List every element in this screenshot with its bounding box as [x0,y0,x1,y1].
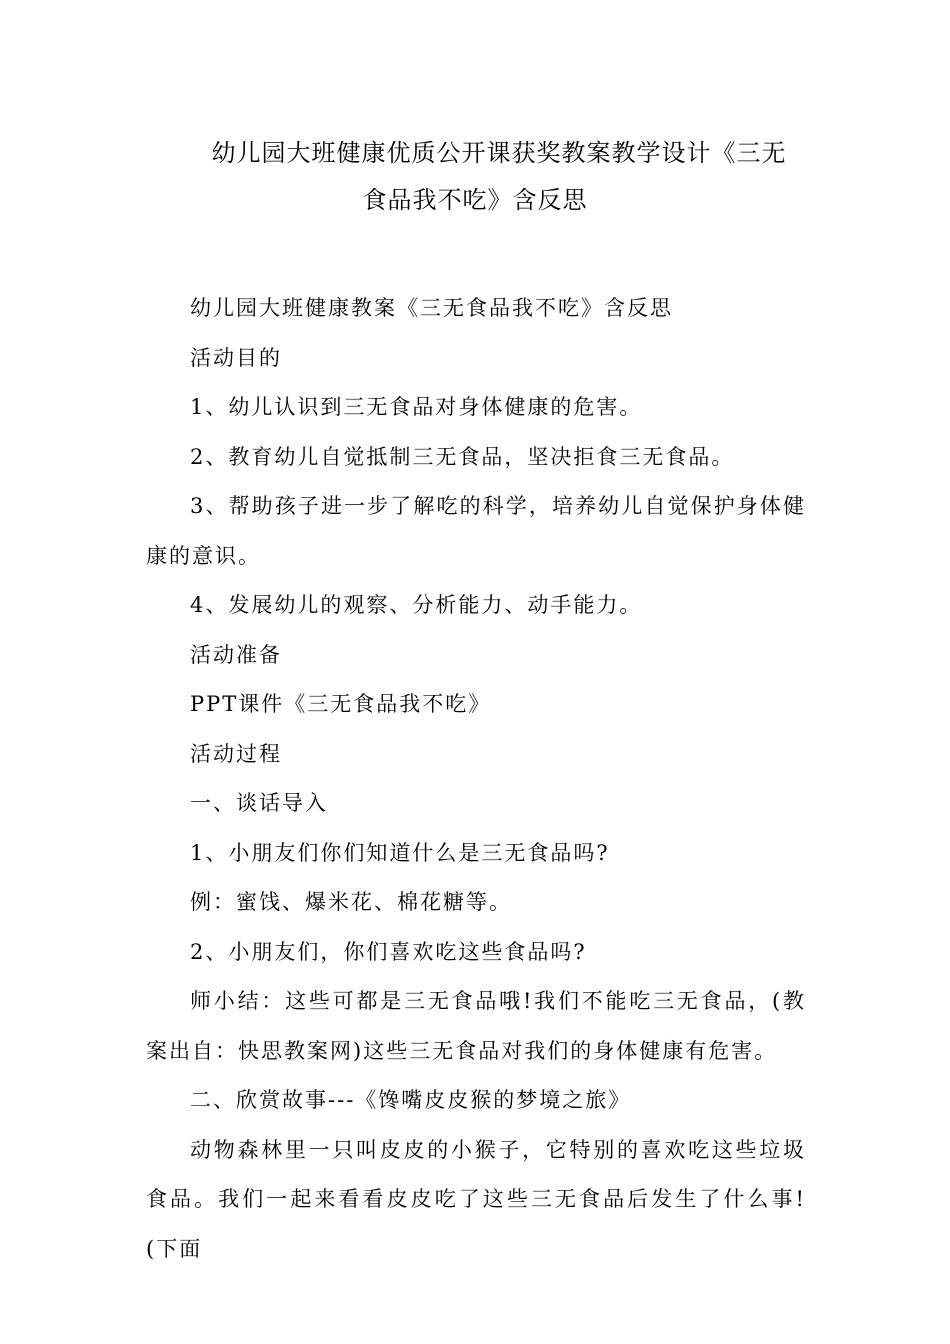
section-heading-1: 一、谈话导入 [190,791,328,815]
section-heading-2: 二、欣赏故事---《馋嘴皮皮猴的梦境之旅》 [190,1088,632,1112]
heading-activity-goals: 活动目的 [190,345,282,370]
document-title-line-1: 幼儿园大班健康优质公开课获奖教案教学设计《三无 [211,139,787,167]
paragraph-subtitle: 幼儿园大班健康教案《三无食品我不吃》含反思 [190,296,673,320]
goal-item-1: 1、幼儿认识到三无食品对身体健康的危害。 [190,395,643,419]
story-paragraph: 动物森林里一只叫皮皮的小猴子，它特别的喜欢吃这些垃圾食品。我们一起来看看皮皮吃了这些三无食品后发生了什么事!(下面 [146,1137,806,1261]
teacher-summary: 师小结：这些可都是三无食品哦!我们不能吃三无食品，(教案出自：快思教案网)这些三无食品对我们的身体健康有危害。 [146,989,806,1063]
preparation-item: PPT课件《三无食品我不吃》 [190,692,492,716]
heading-activity-process: 活动过程 [190,741,282,766]
goal-item-2: 2、教育幼儿自觉抵制三无食品，坚决拒食三无食品。 [190,444,735,469]
heading-activity-preparation: 活动准备 [190,642,282,667]
process-item-2: 2、小朋友们，你们喜欢吃这些食品吗? [190,939,587,964]
process-item-1: 1、小朋友们你们知道什么是三无食品吗? [190,840,610,865]
document-title-line-2: 食品我不吃》含反思 [362,186,588,214]
document-body [146,284,806,1274]
process-example: 例：蜜饯、爆米花、棉花糖等。 [190,890,512,914]
goal-item-4: 4、发展幼儿的观察、分析能力、动手能力。 [190,593,643,617]
goal-item-3: 3、帮助孩子进一步了解吃的科学，培养幼儿自觉保护身体健康的意识。 [146,494,806,568]
